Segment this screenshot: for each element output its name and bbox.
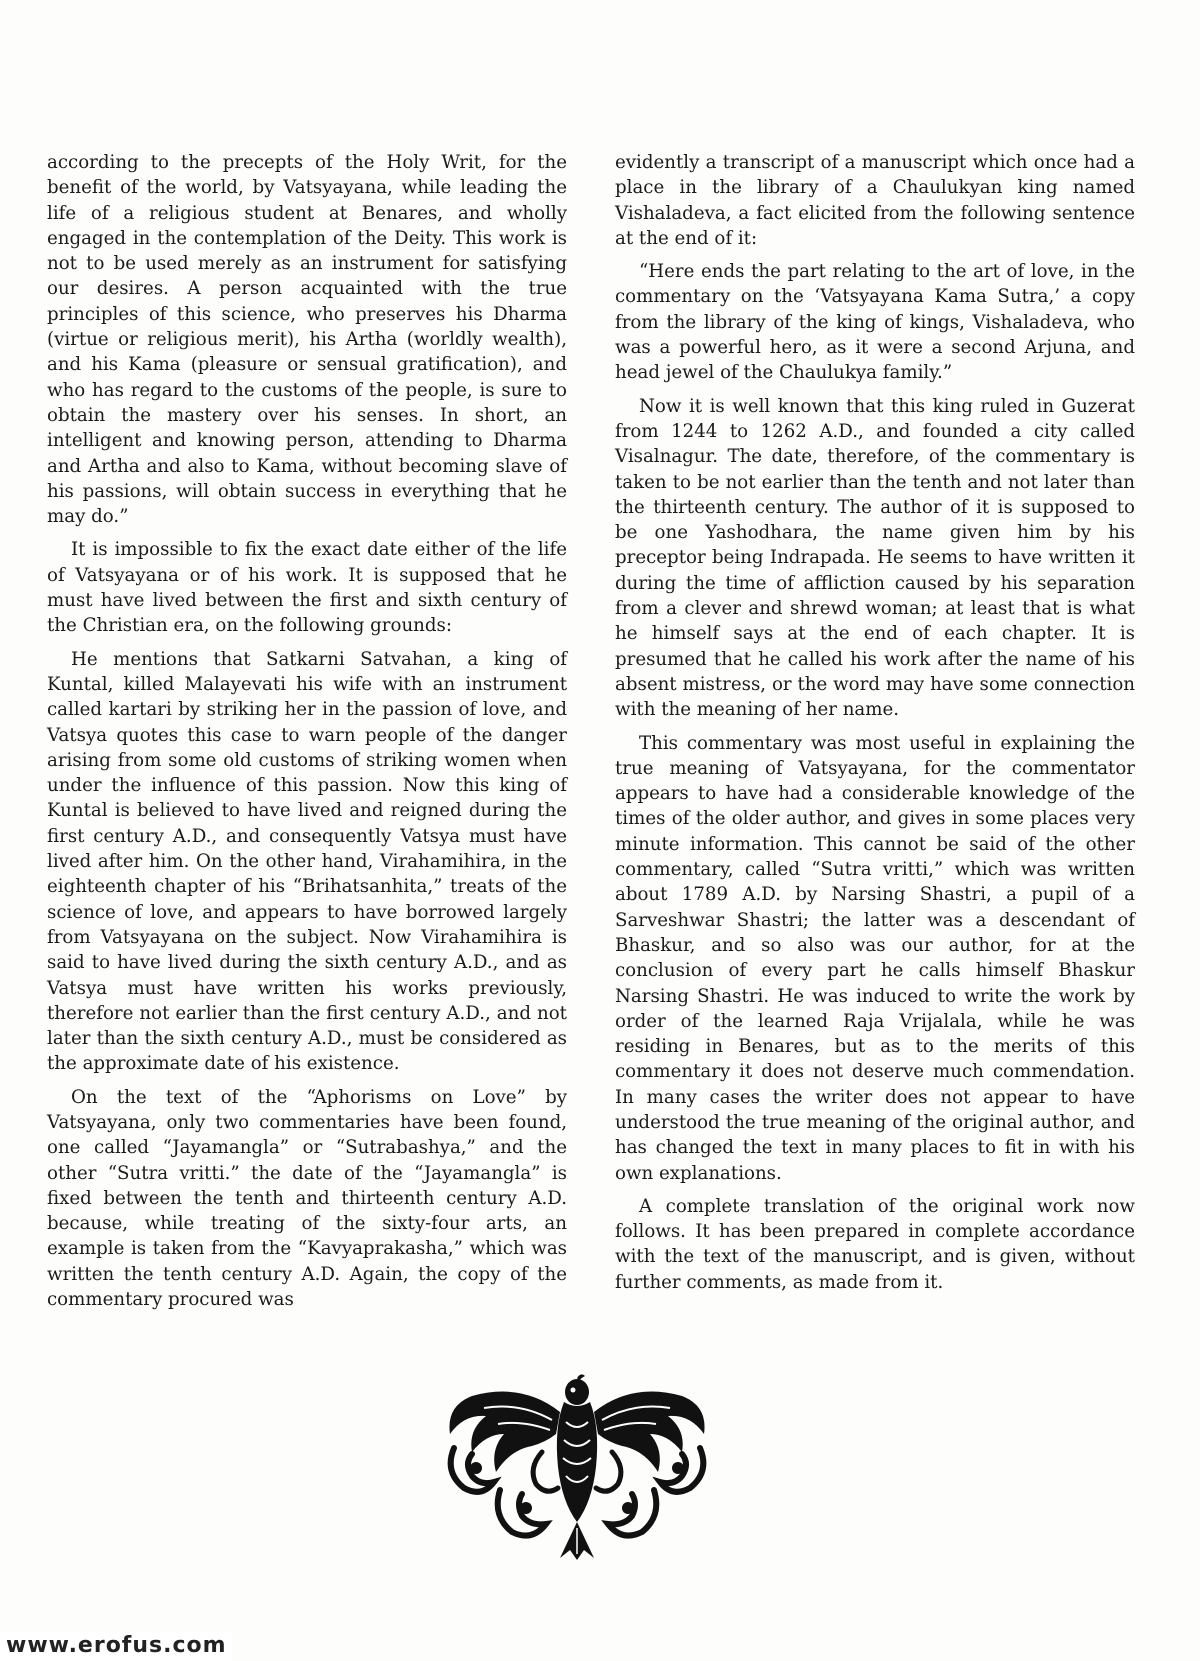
site-watermark: www.erofus.com xyxy=(0,1631,232,1661)
paragraph-transcript: evidently a transcript of a manuscript which once had a place in the library of a Chaulukyan king named Vishaladeva, a fact elicited from the following sentence at the end of it: xyxy=(615,152,1135,249)
paragraph-kuntal-king: He mentions that Satkarni Satvahan, a king of Kuntal, killed Malayevati his wife with an instrument called kartari by striking her in the passion of love, and Vatsya quotes this case to warn people of the danger arising from some old customs of striking women when under the influence of this passion. Now this king of Kuntal is believed to have lived and reigned during the first century A.D., and consequently Vatsya must have lived after him. On the other hand, Virahamihira, in the eighteenth chapter of his “Brihatsanhita,” treats of the science of love, and appears to have borrowed largely from Vatsyayana on the subject. Now Virahamihira is said to have lived during the sixth century A.D., and as Vatsya must have written his works previously, therefore not earlier than the first century A.D., and not later than the sixth century A.D., must be considered as the approximate date of his existence. xyxy=(47,648,567,1075)
paragraph-commentaries: On the text of the “Aphorisms on Love” by Vatsyayana, only two commentaries have been found, one called “Jayamangla” or “Sutrabashya,” and the other “Sutra vritti.” the date of the “Jayamangla” is fixed between the tenth and thirteenth century A.D. because, while treating of the sixty-four arts, an example is taken from the “Kavyaprakasha,” which was written the tenth century A.D. Again, the copy of the commentary procured was xyxy=(47,1086,567,1311)
paragraph-translation-follows: A complete translation of the original work now follows. It has been prepared in complete accordance with the text of the manuscript, and is given, without further comments, as made from it. xyxy=(615,1195,1135,1293)
paragraph-quotation: “Here ends the part relating to the art of love, in the commentary on the ‘Vatsyayana Kama Sutra,’ a copy from the library of the king of kings, Vishaladeva, who was a powerful hero, as it were a second Arjuna, and head jewel of the Chaulukya family.” xyxy=(615,261,1135,384)
bird-scroll-ornament-icon xyxy=(442,1372,712,1562)
paragraph-date-of-work: It is impossible to fix the exact date either of the life of Vatsyayana or of his work. It is supposed that he must have lived between the first and sixth century of the Christian era, on the following grounds: xyxy=(47,539,567,637)
paragraph-continuation: according to the precepts of the Holy Writ, for the benefit of the world, by Vatsyayana, while leading the life of a religious student at Benares, and wholly engaged in the contemplation of the Deity. This work is not to be used merely as an instrument for satisfying our desires. A person acquainted with the true principles of this science, who preserves his Dharma (virtue or religious merit), his Artha (worldly wealth), and his Kama (pleasure or sensual gratification), and who has regard to the customs of the people, is sure to obtain the mastery over his senses. In short, an intelligent and knowing person, attending to Dharma and Artha and also to Kama, without becoming slave of his passions, will obtain success in everything that he may do.” xyxy=(47,152,567,528)
paragraph-commentary-usefulness: This commentary was most useful in explaining the true meaning of Vatsyayana, for the commentator appears to have had a considerable knowledge of the times of the older author, and gives in some places very minute information. This cannot be said of the other commentary, called “Sutra vritti,” which was written about 1789 A.D. by Narsing Shastri, a pupil of a Sarveshwar Shastri; the latter was a descendant of Bhaskur, and so also was our author, for at the conclusion of every part he calls himself Bhaskur Narsing Shastri. He was induced to write the work by order of the learned Raja Vrijalala, while he was residing in Benares, but as to the merits of this commentary it does not deserve much commendation. In many cases the writer does not appear to have understood the true meaning of the original author, and has changed the text in many places to fit in with his own explanations. xyxy=(615,732,1135,1184)
paragraph-guzerat-king: Now it is well known that this king ruled in Guzerat from 1244 to 1262 A.D., and founded a city called Visalnagur. The date, therefore, of the commentary is taken to be not earlier than the tenth and not later than the thirteenth century. The author of it is supposed to be one Yashodhara, the name given him by his preceptor being Indrapada. He seems to have written it during the time of affliction caused by his separation from a clever and shrewd woman; at least that is what he himself says at the end of each chapter. It is presumed that he called his work after the name of his absent mistress, or the word may have some connection with the meaning of her name. xyxy=(615,395,1135,721)
right-text-column xyxy=(615,150,1135,1303)
left-text-column xyxy=(47,150,567,1320)
